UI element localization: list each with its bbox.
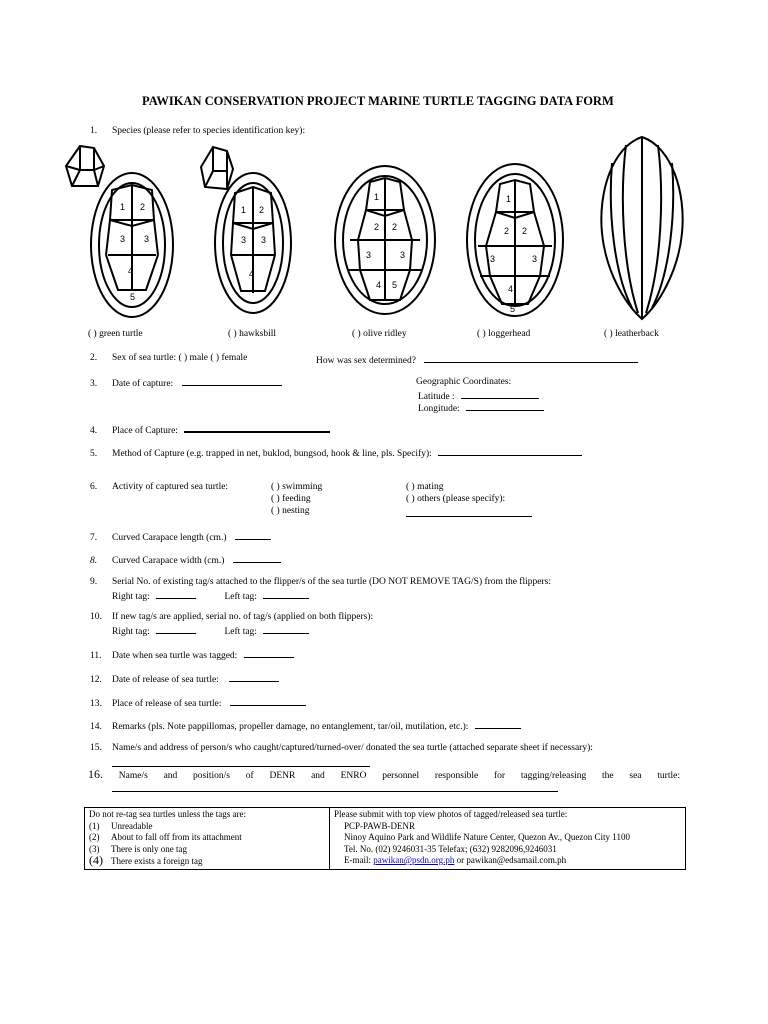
submission-info-cell	[330, 808, 686, 870]
question-number: 11.	[90, 651, 102, 661]
svg-text:1: 1	[241, 205, 247, 215]
activity-option-nesting[interactable]: ( ) nesting	[271, 506, 310, 516]
question-number: 15.	[90, 743, 102, 753]
svg-text:3: 3	[120, 234, 126, 244]
question-text: Curved Carapace length (cm.)	[112, 533, 227, 543]
svg-text:4: 4	[128, 266, 134, 276]
species-option-green-turtle[interactable]: ( ) green turtle	[88, 329, 143, 339]
question-2	[90, 353, 247, 363]
rule-number: (3)	[89, 843, 100, 854]
question-number: 7.	[90, 533, 98, 543]
svg-text:2: 2	[259, 205, 265, 215]
question-text: Date when sea turtle was tagged:	[112, 651, 238, 661]
question-12	[90, 672, 279, 685]
place-of-release-field[interactable]	[230, 696, 306, 706]
question-word: DENR	[269, 771, 296, 781]
sex-determined-field[interactable]	[424, 353, 638, 363]
question-word: turtle:	[657, 771, 680, 781]
rule-number: (2)	[89, 832, 100, 842]
place-of-capture-field[interactable]	[184, 422, 330, 433]
question-word: ENRO	[340, 771, 367, 781]
email-link[interactable]: pawikan@psdn.org.ph	[373, 855, 455, 865]
question-number: 8.	[90, 556, 98, 566]
question-text: Remarks (pls. Note pappillomas, propeller damage, no entanglement, tar/oil, mutilation, etc.):	[112, 722, 469, 732]
activity-option-mating[interactable]: ( ) mating	[406, 482, 444, 492]
question-text: Activity of captured sea turtle:	[112, 482, 229, 492]
loggerhead-carapace-icon	[460, 158, 570, 325]
question-number: 13.	[90, 699, 102, 709]
green-turtle-carapace-icon	[58, 140, 178, 325]
new-left-tag-field[interactable]	[263, 624, 309, 634]
question-text: Date of capture:	[112, 379, 174, 389]
right-tag-label: Right tag:	[112, 627, 150, 637]
activity-option-others[interactable]: ( ) others (please specify):	[406, 494, 506, 504]
question-word: position/s	[193, 771, 230, 781]
question-text: Species (please refer to species identification key):	[112, 126, 306, 136]
leatherback-carapace-icon	[592, 133, 692, 325]
retag-rules-heading: Do not re-tag sea turtles unless the tags are:	[89, 809, 246, 819]
rule-text: Unreadable	[111, 820, 153, 831]
question-word: and	[163, 771, 178, 781]
left-tag-label: Left tag:	[224, 592, 257, 602]
question-7	[90, 530, 271, 543]
question-number: 9.	[90, 577, 98, 587]
page-title: PAWIKAN CONSERVATION PROJECT MARINE TURTLE TAGGING DATA FORM	[142, 94, 614, 108]
question-number: 4.	[90, 426, 98, 436]
latitude-field[interactable]	[461, 389, 539, 399]
question-9	[90, 577, 551, 587]
geographic-coordinates-label: Geographic Coordinates:	[416, 377, 512, 387]
right-tag-label: Right tag:	[112, 592, 150, 602]
svg-text:2: 2	[140, 202, 146, 212]
svg-text:5: 5	[392, 280, 398, 290]
svg-text:4: 4	[508, 284, 514, 294]
svg-text:2: 2	[392, 222, 398, 232]
method-of-capture-field[interactable]	[438, 446, 582, 456]
date-of-release-field[interactable]	[229, 672, 279, 682]
retag-rules-cell	[85, 808, 330, 870]
question-text: Curved Carapace width (cm.)	[112, 556, 225, 566]
svg-text:3: 3	[532, 254, 538, 264]
rule-text: There exists a foreign tag	[111, 856, 203, 866]
date-of-capture-field[interactable]	[182, 376, 282, 386]
svg-text:4: 4	[249, 269, 255, 279]
longitude-field[interactable]	[466, 401, 544, 411]
question-word: of	[245, 771, 254, 781]
sex-determined-question	[316, 353, 638, 366]
organization-name: PCP-PAWB-DENR	[344, 820, 415, 831]
denr-personnel-field[interactable]	[112, 782, 558, 795]
species-option-olive-ridley[interactable]: ( ) olive ridley	[352, 329, 407, 339]
question-number: 14.	[90, 722, 102, 732]
svg-text:3: 3	[490, 254, 496, 264]
organization-telephone: Tel. No. (02) 9246031-35 Telefax; (632) 9282096,9246031	[344, 843, 557, 854]
submission-heading: Please submit with top view photos of tagged/released sea turtle:	[334, 809, 568, 819]
activity-others-field[interactable]	[406, 507, 532, 520]
question-4	[90, 422, 330, 436]
question-text: Method of Capture (e.g. trapped in net, buklod, bungsod, hook & line, pls. Specify):	[112, 449, 432, 459]
svg-text:5: 5	[130, 292, 136, 302]
longitude-label: Longitude:	[418, 404, 460, 414]
question-text: Date of release of sea turtle:	[112, 675, 219, 685]
rule-number: (1)	[89, 820, 100, 831]
question-10	[90, 612, 373, 622]
svg-text:4: 4	[376, 280, 382, 290]
question-number: 12.	[90, 675, 102, 685]
rule-text: About to fall off from its attachment	[111, 832, 242, 842]
svg-text:2: 2	[522, 226, 528, 236]
question-word: sea	[629, 771, 642, 781]
svg-text:1: 1	[374, 192, 380, 202]
question-15	[90, 743, 593, 753]
question-word: tagging/releasing	[520, 771, 587, 781]
left-tag-label: Left tag:	[224, 627, 257, 637]
retag-rule-item	[89, 844, 325, 856]
question-word: Name/s	[118, 771, 148, 781]
question-5	[90, 446, 582, 459]
question-13	[90, 696, 306, 709]
question-text: If new tag/s are applied, serial no. of tag/s (applied on both flippers):	[112, 612, 374, 622]
svg-text:3: 3	[144, 234, 150, 244]
species-option-hawksbill[interactable]: ( ) hawksbill	[228, 329, 277, 339]
question-8	[90, 553, 281, 566]
question-number: 6.	[90, 482, 98, 492]
carapace-width-field[interactable]	[233, 553, 281, 563]
question-1	[90, 126, 305, 136]
date-tagged-field[interactable]	[244, 648, 294, 658]
rule-text: There is only one tag	[111, 843, 187, 854]
svg-text:2: 2	[504, 226, 510, 236]
svg-text:3: 3	[261, 235, 267, 245]
question-number: 3.	[90, 379, 98, 389]
svg-text:3: 3	[400, 250, 406, 260]
question-word: and	[311, 771, 325, 781]
question-word: the	[602, 771, 614, 781]
new-right-tag-field[interactable]	[156, 624, 196, 634]
question-3	[90, 376, 282, 389]
question-14	[90, 719, 521, 732]
svg-text:3: 3	[241, 235, 247, 245]
rule-number: (4)	[89, 853, 103, 867]
question-number: 16.	[88, 767, 103, 781]
species-option-loggerhead[interactable]: ( ) loggerhead	[477, 329, 531, 339]
question-number: 2.	[90, 353, 98, 363]
activity-option-swimming[interactable]: ( ) swimming	[271, 482, 323, 492]
question-word: responsible	[434, 771, 479, 781]
sex-options[interactable]: Sex of sea turtle: ( ) male ( ) female	[112, 353, 248, 363]
new-tags-row	[112, 624, 309, 637]
existing-left-tag-field[interactable]	[263, 589, 309, 599]
question-text: Place of release of sea turtle:	[112, 699, 222, 709]
question-number: 1.	[90, 126, 98, 136]
hawksbill-carapace-icon	[195, 143, 295, 323]
question-word: personnel	[382, 771, 420, 781]
svg-text:1: 1	[120, 202, 126, 212]
question-text: How was sex determined?	[316, 356, 416, 366]
question-16	[88, 767, 680, 782]
retag-rule-item	[89, 832, 325, 844]
info-box	[84, 807, 686, 870]
email-label: E-mail:	[344, 855, 371, 865]
question-number: 5.	[90, 449, 98, 459]
question-11	[90, 648, 294, 661]
olive-ridley-carapace-icon	[330, 160, 440, 325]
organization-address: Ninoy Aquino Park and Wildlife Nature Center, Quezon Av., Quezon City 1100	[344, 832, 630, 842]
existing-tags-row	[112, 589, 309, 602]
email-row	[334, 855, 681, 867]
svg-text:5: 5	[510, 304, 516, 314]
question-number: 10.	[90, 612, 102, 622]
carapace-length-field[interactable]	[235, 530, 271, 540]
svg-text:3: 3	[366, 250, 372, 260]
longitude-row	[418, 401, 544, 414]
remarks-field[interactable]	[475, 719, 521, 729]
question-text: Name/s and address of person/s who caught/captured/turned-over/ donated the sea turtle (attached separate sheet if necessary):	[112, 743, 593, 753]
question-word: for	[493, 771, 506, 781]
retag-rule-item	[89, 821, 325, 833]
question-text: Serial No. of existing tag/s attached to the flipper/s of the sea turtle (DO NOT REMOVE TAG/S) from the flippers:	[112, 577, 551, 587]
retag-rule-item	[89, 855, 325, 868]
existing-right-tag-field[interactable]	[156, 589, 196, 599]
question-6	[90, 482, 228, 492]
activity-option-feeding[interactable]: ( ) feeding	[271, 494, 311, 504]
species-option-leatherback[interactable]: ( ) leatherback	[604, 329, 659, 339]
svg-text:1: 1	[506, 194, 512, 204]
latitude-label: Latitude :	[418, 392, 455, 402]
question-text: Place of Capture:	[112, 426, 178, 436]
svg-text:2: 2	[374, 222, 380, 232]
email-alternate: or pawikan@edsamail.com.ph	[456, 855, 567, 865]
